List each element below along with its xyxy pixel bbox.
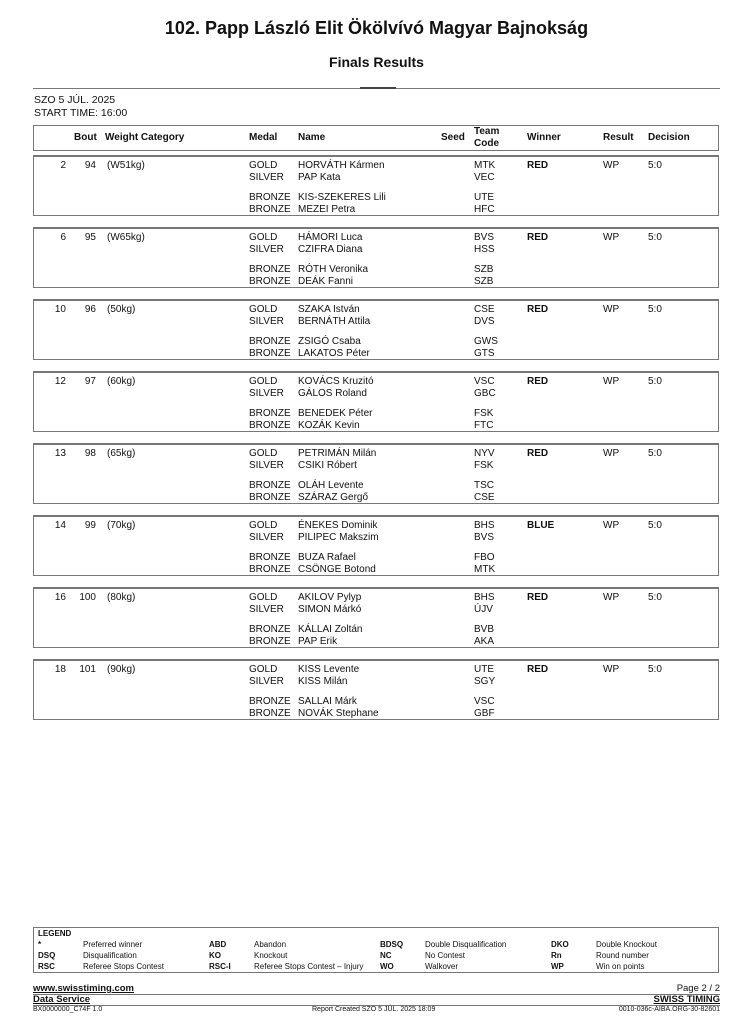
legend-abbr: NC — [380, 951, 392, 960]
athlete-name: AKILOV Pylyp — [298, 592, 362, 603]
athlete-name: PILIPEC Makszim — [298, 532, 379, 543]
bout-number: 96 — [84, 304, 96, 315]
legend-abbr: BDSQ — [380, 940, 404, 949]
athlete-name: CZIFRA Diana — [298, 244, 363, 255]
athlete-name: KOVÁCS Kruzitó — [298, 376, 374, 387]
team-code: BVS — [474, 232, 495, 243]
bout-block — [33, 443, 719, 504]
col-team-code-line1: Team — [474, 126, 500, 137]
bout-order: 12 — [54, 376, 66, 387]
team-code: FBO — [474, 552, 495, 563]
medal: BRONZE — [249, 192, 291, 203]
bout-number: 98 — [84, 448, 96, 459]
medal: BRONZE — [249, 408, 291, 419]
col-name: Name — [298, 132, 326, 143]
col-weight-category: Weight Category — [105, 132, 185, 143]
col-result: Result — [603, 132, 634, 143]
athlete-name: RÓTH Veronika — [298, 264, 369, 275]
medal: BRONZE — [249, 492, 291, 503]
medal: GOLD — [249, 232, 278, 243]
medal: GOLD — [249, 376, 278, 387]
team-code: UTE — [474, 664, 494, 675]
medal: GOLD — [249, 304, 278, 315]
bout-number: 100 — [79, 592, 96, 603]
legend-text: Walkover — [425, 962, 459, 971]
athlete-name: SALLAI Márk — [298, 696, 357, 707]
medal: SILVER — [249, 388, 284, 399]
team-code: VSC — [474, 696, 495, 707]
bout-order: 14 — [54, 520, 66, 531]
legend-abbr: ABD — [209, 940, 227, 949]
athlete-name: BUZA Rafael — [298, 552, 356, 563]
team-code: FSK — [474, 408, 494, 419]
medal: SILVER — [249, 604, 284, 615]
bout-number: 97 — [84, 376, 96, 387]
legend-abbr: * — [38, 940, 42, 949]
team-code: CSE — [474, 304, 495, 315]
athlete-name: NOVÁK Stephane — [298, 708, 379, 719]
athlete-name: KOZÁK Kevin — [298, 420, 360, 431]
legend-abbr: DKO — [551, 940, 569, 949]
medal: GOLD — [249, 664, 278, 675]
bout-order: 2 — [60, 160, 66, 171]
athlete-name: GÁLOS Roland — [298, 388, 367, 399]
winner-corner: BLUE — [527, 520, 555, 531]
footer-website[interactable]: www.swisstiming.com — [33, 983, 135, 994]
legend-abbr: Rn — [551, 951, 562, 960]
bout-order: 13 — [54, 448, 66, 459]
medal: BRONZE — [249, 624, 291, 635]
medal: GOLD — [249, 448, 278, 459]
result: WP — [603, 520, 620, 531]
medal: BRONZE — [249, 264, 291, 275]
weight-category: (90kg) — [107, 664, 136, 675]
decision: 5:0 — [648, 520, 662, 531]
bout-block — [33, 515, 719, 576]
athlete-name: MEZEI Petra — [298, 204, 356, 215]
result: WP — [603, 448, 620, 459]
team-code: UTE — [474, 192, 494, 203]
legend-abbr: WP — [551, 962, 564, 971]
footer-brand: SWISS TIMING — [653, 994, 720, 1005]
footer-doc-id: 0010-036c-AIBA.ORG-30-82601 — [618, 1006, 720, 1013]
team-code: FSK — [474, 460, 494, 471]
col-seed: Seed — [441, 132, 465, 143]
medal: BRONZE — [249, 336, 291, 347]
medal: SILVER — [249, 532, 284, 543]
team-code: AKA — [474, 636, 495, 647]
athlete-name: KÁLLAI Zoltán — [298, 624, 363, 635]
team-code: ÚJV — [474, 604, 493, 615]
medal: SILVER — [249, 172, 284, 183]
winner-corner: RED — [527, 592, 549, 603]
col-winner: Winner — [527, 132, 561, 143]
header-divider-mark — [360, 87, 396, 89]
weight-category: (W65kg) — [107, 232, 145, 243]
col-decision: Decision — [648, 132, 690, 143]
bout-block — [33, 587, 719, 648]
team-code: BVB — [474, 624, 495, 635]
team-code: HSS — [474, 244, 495, 255]
athlete-name: CSIKI Róbert — [298, 460, 357, 471]
medal: BRONZE — [249, 420, 291, 431]
legend-text: No Contest — [425, 951, 466, 960]
bout-number: 101 — [79, 664, 96, 675]
medal: BRONZE — [249, 564, 291, 575]
team-code: NYV — [474, 448, 495, 459]
decision: 5:0 — [648, 160, 662, 171]
bout-number: 95 — [84, 232, 96, 243]
athlete-name: PETRIMÁN Milán — [298, 448, 377, 459]
legend-text: Win on points — [596, 962, 645, 971]
col-bout: Bout — [74, 132, 97, 143]
bout-number: 94 — [84, 160, 96, 171]
result: WP — [603, 592, 620, 603]
medal: BRONZE — [249, 276, 291, 287]
bout-block — [33, 227, 719, 288]
athlete-name: DEÁK Fanni — [298, 276, 354, 287]
team-code: DVS — [474, 316, 495, 327]
decision: 5:0 — [648, 304, 662, 315]
bout-block — [33, 371, 719, 432]
medal: SILVER — [249, 676, 284, 687]
athlete-name: HORVÁTH Kármen — [298, 160, 385, 171]
team-code: BVS — [474, 532, 495, 543]
legend-text: Round number — [596, 951, 649, 960]
bout-order: 18 — [54, 664, 66, 675]
legend-text: Abandon — [254, 940, 287, 949]
medal: SILVER — [249, 316, 284, 327]
winner-corner: RED — [527, 232, 549, 243]
athlete-name: BENEDEK Péter — [298, 408, 373, 419]
legend-text: Referee Stops Contest — [83, 962, 164, 971]
legend-abbr: DSQ — [38, 951, 56, 960]
athlete-name: ÉNEKES Dominik — [298, 520, 378, 531]
winner-corner: RED — [527, 448, 549, 459]
medal: BRONZE — [249, 552, 291, 563]
weight-category: (W51kg) — [107, 160, 145, 171]
footer-page-number: Page 2 / 2 — [676, 983, 720, 994]
winner-corner: RED — [527, 160, 549, 171]
athlete-name: SZÁRAZ Gergő — [298, 492, 369, 503]
team-code: TSC — [474, 480, 494, 491]
athlete-name: KISS Levente — [298, 664, 360, 675]
athlete-name: CSÖNGE Botond — [298, 564, 376, 575]
team-code: SZB — [474, 276, 494, 287]
legend-text: Referee Stops Contest – Injury — [254, 962, 364, 971]
medal: BRONZE — [249, 204, 291, 215]
medal: SILVER — [249, 460, 284, 471]
athlete-name: ZSIGÓ Csaba — [298, 336, 361, 347]
medal: BRONZE — [249, 348, 291, 359]
weight-category: (70kg) — [107, 520, 136, 531]
result: WP — [603, 232, 620, 243]
winner-corner: RED — [527, 304, 549, 315]
document-title: 102. Papp László Elit Ökölvívó Magyar Bajnokság — [164, 18, 589, 38]
result: WP — [603, 376, 620, 387]
team-code: GTS — [474, 348, 495, 359]
col-team-code-line2: Code — [474, 138, 499, 149]
footer-divider — [33, 994, 720, 995]
start-time: START TIME: 16:00 — [34, 106, 128, 119]
athlete-name: HÁMORI Luca — [298, 232, 363, 243]
bout-order: 10 — [54, 304, 66, 315]
winner-corner: RED — [527, 664, 549, 675]
date-info — [34, 94, 127, 119]
decision: 5:0 — [648, 376, 662, 387]
decision: 5:0 — [648, 592, 662, 603]
medal: GOLD — [249, 592, 278, 603]
col-medal: Medal — [249, 132, 278, 143]
team-code: MTK — [474, 160, 496, 171]
medal: BRONZE — [249, 480, 291, 491]
athlete-name: SIMON Márkó — [298, 604, 362, 615]
team-code: FTC — [474, 420, 494, 431]
legend-text: Knockout — [254, 951, 288, 960]
event-date: SZO 5 JÚL. 2025 — [34, 94, 116, 106]
decision: 5:0 — [648, 448, 662, 459]
winner-corner: RED — [527, 376, 549, 387]
weight-category: (65kg) — [107, 448, 136, 459]
medal: BRONZE — [249, 708, 291, 719]
athlete-name: KIS-SZEKERES Lili — [298, 192, 386, 203]
result: WP — [603, 304, 620, 315]
team-code: SZB — [474, 264, 494, 275]
bout-order: 16 — [54, 592, 66, 603]
athlete-name: KISS Milán — [298, 676, 348, 687]
weight-category: (80kg) — [107, 592, 136, 603]
medal: BRONZE — [249, 636, 291, 647]
legend-title: LEGEND — [38, 929, 72, 938]
team-code: HFC — [474, 204, 495, 215]
legend-text: Disqualification — [83, 951, 137, 960]
medal: GOLD — [249, 160, 278, 171]
athlete-name: OLÁH Levente — [298, 480, 364, 491]
weight-category: (60kg) — [107, 376, 136, 387]
athlete-name: BERNÁTH Attila — [298, 316, 371, 327]
bout-number: 99 — [84, 520, 96, 531]
footer-doc-code: BX0000000_C74F 1.0 — [33, 1006, 103, 1013]
athlete-name: SZAKA István — [298, 304, 360, 315]
document-subtitle: Finals Results — [329, 54, 424, 70]
table-header — [33, 125, 719, 151]
decision: 5:0 — [648, 232, 662, 243]
legend-text: Double Knockout — [596, 940, 657, 949]
team-code: CSE — [474, 492, 495, 503]
athlete-name: LAKATOS Péter — [298, 348, 370, 359]
team-code: GBC — [474, 388, 496, 399]
team-code: GWS — [474, 336, 498, 347]
bout-block — [33, 299, 719, 360]
medal: BRONZE — [249, 696, 291, 707]
legend-abbr: WO — [380, 962, 394, 971]
bout-block — [33, 659, 719, 720]
footer-data-service: Data Service — [33, 994, 91, 1005]
legend — [33, 927, 719, 973]
result: WP — [603, 160, 620, 171]
result: WP — [603, 664, 620, 675]
team-code: BHS — [474, 520, 495, 531]
team-code: BHS — [474, 592, 495, 603]
team-code: SGY — [474, 676, 496, 687]
footer-report-created: Report Created SZO 5 JÚL. 2025 18:09 — [312, 1006, 436, 1013]
legend-text: Double Disqualification — [425, 940, 507, 949]
legend-abbr: RSC — [38, 962, 55, 971]
medal: GOLD — [249, 520, 278, 531]
team-code: MTK — [474, 564, 496, 575]
medal: SILVER — [249, 244, 284, 255]
bout-order: 6 — [60, 232, 66, 243]
bout-block — [33, 155, 719, 216]
weight-category: (50kg) — [107, 304, 136, 315]
team-code: VSC — [474, 376, 495, 387]
decision: 5:0 — [648, 664, 662, 675]
athlete-name: PAP Erik — [298, 636, 338, 647]
athlete-name: PAP Kata — [298, 172, 341, 183]
legend-abbr: RSC-I — [209, 962, 231, 971]
legend-text: Preferred winner — [83, 940, 143, 949]
legend-abbr: KO — [209, 951, 221, 960]
team-code: VEC — [474, 172, 495, 183]
team-code: GBF — [474, 708, 495, 719]
